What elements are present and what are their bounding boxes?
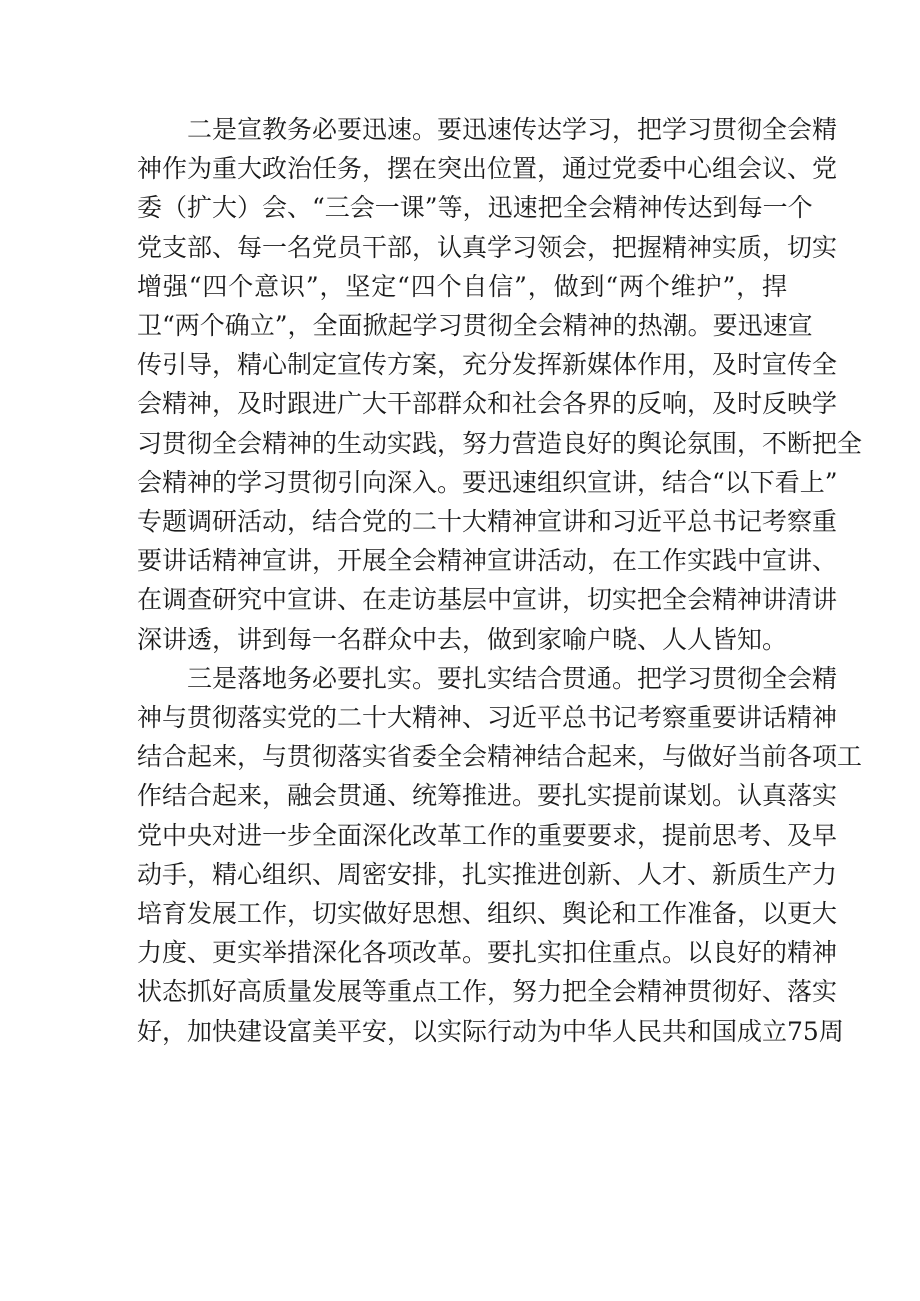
text-line: 培育发展工作，切实做好思想、组织、舆论和工作准备，以更大 <box>137 899 838 929</box>
text-line: 委（扩大）会、“三会一课”等，迅速把全会精神传达到每一个 <box>137 193 813 223</box>
text-line: 要讲话精神宣讲，开展全会精神宣讲活动，在工作实践中宣讲、 <box>137 546 838 576</box>
text-line: 传引导，精心制定宣传方案，充分发挥新媒体作用，及时宣传全 <box>137 350 838 380</box>
paragraph-3 <box>137 659 863 1051</box>
text-line: 力度、更实举措深化各项改革。要扎实扣住重点。以良好的精神 <box>137 938 838 968</box>
text-line: 党中央对进一步全面深化改革工作的重要要求，提前思考、及早 <box>137 820 838 850</box>
text-line: 习贯彻全会精神的生动实践，努力营造良好的舆论氛围，不断把全 <box>137 428 863 458</box>
text-line: 增强“四个意识”，坚定“四个自信”，做到“两个维护”，捍 <box>137 271 787 301</box>
text-line: 状态抓好高质量发展等重点工作，努力把全会精神贯彻好、落实 <box>137 977 838 1007</box>
text-line: 会精神，及时跟进广大干部群众和社会各界的反响，及时反映学 <box>137 389 838 419</box>
text-line: 专题调研活动，结合党的二十大精神宣讲和习近平总书记考察重 <box>137 507 838 537</box>
text-line: 作结合起来，融会贯通、统筹推进。要扎实提前谋划。认真落实 <box>137 781 838 811</box>
text-line: 神与贯彻落实党的二十大精神、习近平总书记考察重要讲话精神 <box>137 703 838 733</box>
text-line: 在调查研究中宣讲、在走访基层中宣讲，切实把全会精神讲清讲 <box>137 585 838 615</box>
text-line: 动手，精心组织、周密安排，扎实推进创新、人才、新质生产力 <box>137 859 838 889</box>
text-line: 好，加快建设富美平安，以实际行动为中华人民共和国成立75周 <box>137 1016 844 1046</box>
document-body <box>137 110 863 1051</box>
text-line: 神作为重大政治任务，摆在突出位置，通过党委中心组会议、党 <box>137 154 838 184</box>
text-line: 结合起来，与贯彻落实省委全会精神结合起来，与做好当前各项工 <box>137 742 863 772</box>
text-line: 三是落地务必要扎实。要扎实结合贯通。把学习贯彻全会精 <box>187 663 838 693</box>
paragraph-2 <box>137 110 863 659</box>
text-line: 深讲透，讲到每一名群众中去，做到家喻户晓、人人皆知。 <box>137 624 788 654</box>
text-line: 党支部、每一名党员干部，认真学习领会，把握精神实质，切实 <box>137 232 838 262</box>
text-line: 二是宣教务必要迅速。要迅速传达学习，把学习贯彻全会精 <box>187 115 838 144</box>
text-line: 卫“两个确立”，全面掀起学习贯彻全会精神的热潮。要迅速宣 <box>137 311 813 341</box>
text-line: 会精神的学习贯彻引向深入。要迅速组织宣讲，结合“以下看上” <box>137 467 838 497</box>
